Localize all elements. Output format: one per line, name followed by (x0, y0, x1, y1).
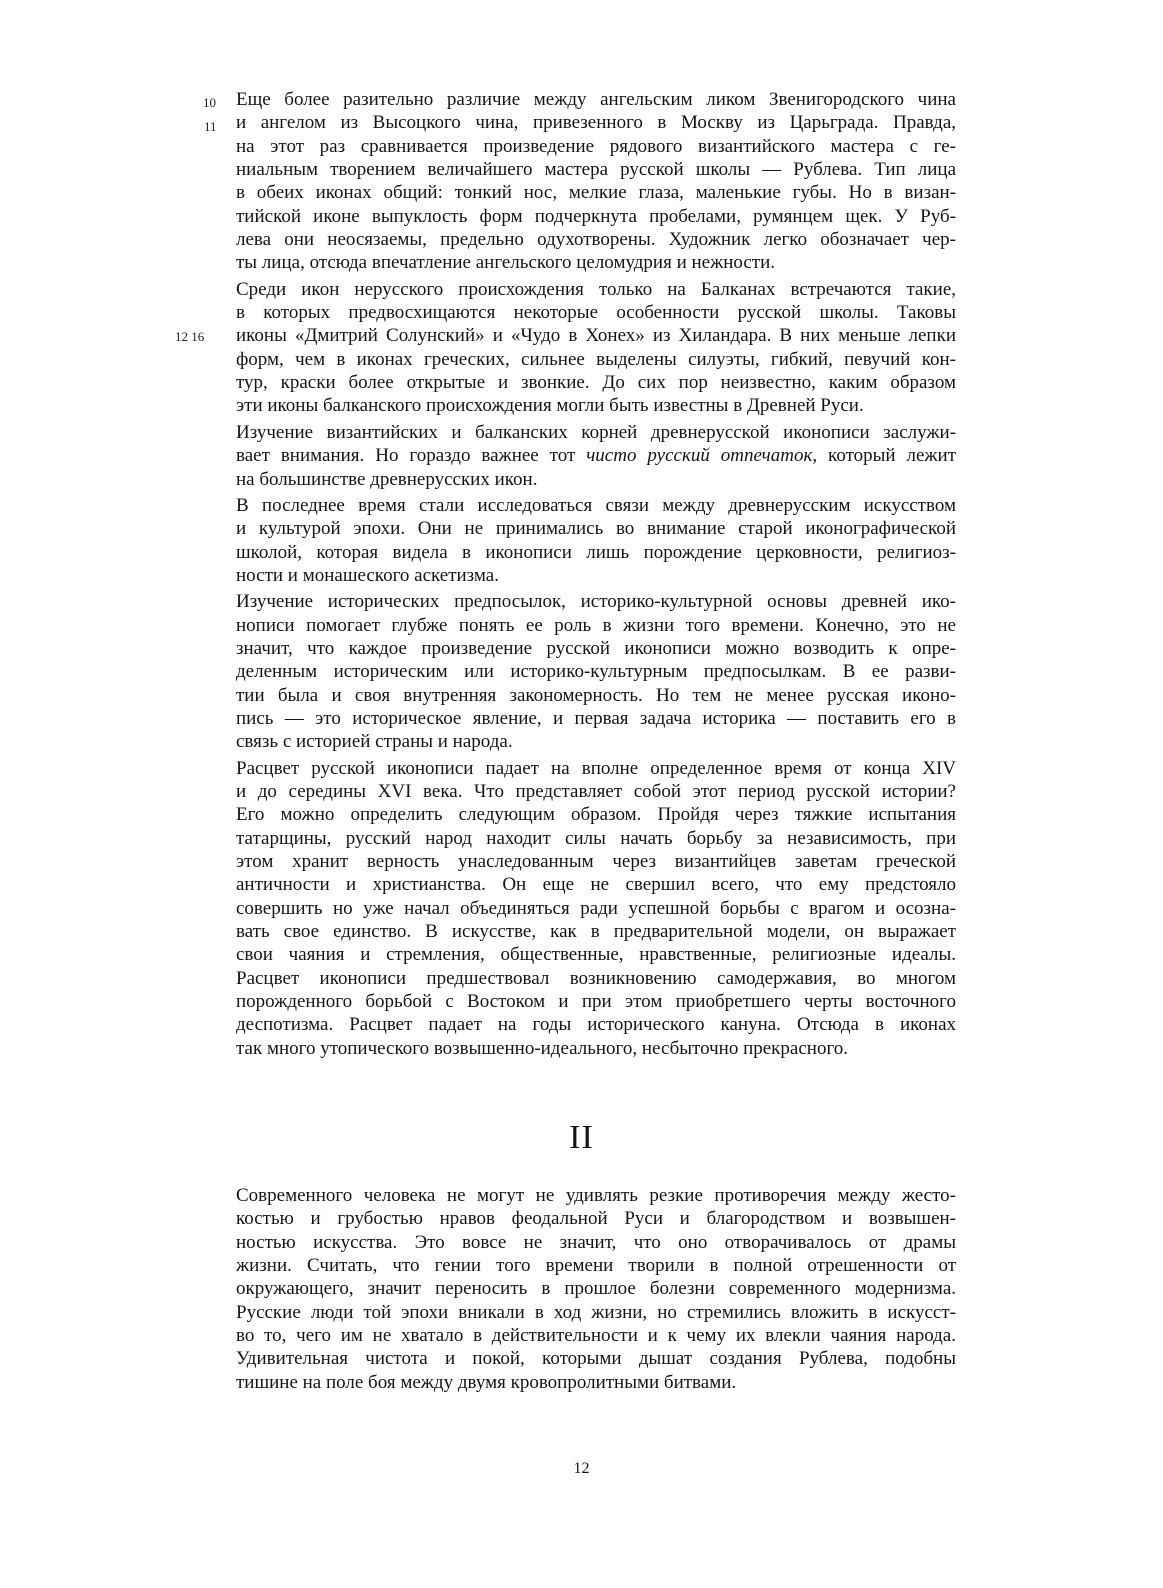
text-line: ты лица, отсюда впечатление ангельского целомудрия и нежности. (236, 252, 776, 274)
text-line: Его можно определить следующим образом. Пройдя через тяжкие испытания (236, 804, 956, 826)
text-line: нописи помогает глубже понять ее роль в жизни того времени. Конечно, это не (236, 614, 956, 636)
text-line: костью и грубостью нравов феодальной Руси и благородством и возвышен- (236, 1208, 956, 1230)
text-line: значит, что каждое произведение русской иконописи можно возводить к опре- (236, 637, 956, 659)
text-line: пись — это историческое явление, и первая задача историка — поставить его в (236, 707, 956, 729)
margin-note-11: 11 (204, 119, 217, 134)
text-line: тишине на поле боя между двумя кровопролитными битвами. (236, 1371, 737, 1393)
main-text-column (236, 88, 956, 1060)
text-line: Расцвет иконописи предшествовал возникновению самодержавия, во многом (236, 967, 956, 989)
paragraph (236, 88, 956, 275)
section-heading: II (569, 1119, 594, 1156)
text-line: тур, краски более открытые и звонкие. До сих пор неизвестно, каким образом (236, 372, 956, 394)
paragraph (236, 590, 956, 753)
paragraph (236, 1184, 956, 1394)
margin-note-12-16: 12 16 (175, 329, 205, 344)
text-line: окружающего, значит переносить в прошлое болезни современного модернизма. (236, 1278, 956, 1300)
text-line: и ангелом из Высоцкого чина, привезенного в Москву из Царьграда. Правда, (236, 112, 956, 134)
text-line: вать свое единство. В искусстве, как в предварительной модели, он выражает (236, 921, 956, 943)
text-line: жизни. Считать, что гении того времени творили в полной отрешенности от (236, 1255, 956, 1277)
text-line: ности и монашеского аскетизма. (236, 564, 499, 586)
text-line: Удивительная чистота и покой, которыми дышат создания Рублева, подобны (236, 1348, 956, 1370)
text-line: античности и христианства. Он еще не свершил всего, что ему предстояло (236, 874, 956, 896)
text-line: этом хранит верность унаследованным через византийцев заветам греческой (236, 851, 956, 872)
text-line-with-italic: вает внимания. Но гораздо важнее тот чисто русский отпечаток, который лежит (236, 445, 957, 467)
page-number: 12 (573, 1460, 590, 1477)
text-line: тии была и своя внутренняя закономерность. Но тем не менее русская иконо- (236, 684, 956, 706)
text-line: ностью искусства. Это вовсе не значит, что оно отворачивалось от драмы (236, 1231, 956, 1253)
text-line: Изучение византийских и балканских корней древнерусской иконописи заслужи- (236, 421, 956, 443)
text-line: школой, которая видела в иконописи лишь порождение церковности, религиоз- (236, 541, 956, 563)
paragraph (236, 494, 956, 587)
text-line: Изучение исторических предпосылок, историко-культурной основы древней ико- (236, 591, 956, 613)
text-line: Русские люди той эпохи вникали в ход жизни, но стремились вложить в искусст- (236, 1301, 956, 1323)
text-line: свои чаяния и стремления, общественные, нравственные, религиозные идеалы. (236, 944, 956, 966)
text-line: и культурой эпохи. Они не принимались во внимание старой иконографической (236, 518, 956, 540)
paragraph (236, 421, 956, 491)
paragraph (236, 278, 956, 418)
text-line: В последнее время стали исследоваться связи между древнерусским искусством (236, 494, 956, 516)
text-line: на большинстве древнерусских икон. (236, 468, 538, 490)
text-line: Расцвет русской иконописи падает на вполне определенное время от конца XIV (236, 757, 956, 779)
text-line: порожденного борьбой с Востоком и при этом приобретшего черты восточного (236, 991, 956, 1013)
text-line: эти иконы балканского происхождения могли быть известны в Древней Руси. (236, 395, 864, 417)
text-line: так много утопического возвышенно-идеального, несбыточно прекрасного. (236, 1037, 849, 1059)
italic-phrase: чисто русский отпечаток (586, 445, 813, 467)
text-line: на этот раз сравнивается произведение рядового византийского мастера с ге- (236, 135, 956, 157)
text-line: в которых предвосхищаются некоторые особенности русской школы. Таковы (236, 302, 956, 324)
text-line: форм, чем в иконах греческих, сильнее выделены силуэты, гибкий, певучий кон- (236, 348, 956, 370)
text-line: в обеих иконах общий: тонкий нос, мелкие глаза, маленькие губы. Но в визан- (236, 182, 956, 204)
margin-note-10: 10 (203, 95, 216, 110)
text-line: связь с историей страны и народа. (236, 731, 513, 753)
text-line: деспотизма. Расцвет падает на годы исторического кануна. Отсюда в иконах (236, 1014, 956, 1036)
section-text-column (236, 1184, 956, 1394)
text-line: лева они неосязаемы, предельно одухотворены. Художник легко обозначает чер- (236, 229, 956, 251)
text-line: Современного человека не могут не удивлять резкие противоречия между жесто- (236, 1185, 956, 1206)
text-line: Еще более разительно различие между ангельским ликом Звенигородского чина (236, 89, 956, 110)
text-line: ниальным творением величайшего мастера русской школы — Рублева. Тип лица (236, 159, 956, 181)
text-line: и до середины XVI века. Что представляет собой этот период русской истории? (236, 780, 956, 802)
text-line: Среди икон нерусского происхождения только на Балканах встречаются такие, (236, 278, 956, 300)
text-line: татарщины, русский народ находит силы начать борьбу за независимость, при (236, 827, 956, 849)
paragraph (236, 757, 956, 1060)
text-line: деленным историческим или историко-культурным предпосылкам. В ее разви- (236, 661, 956, 683)
text-line: иконы «Дмитрий Солунский» и «Чудо в Хонех» из Хиландара. В них меньше лепки (236, 325, 956, 347)
text-line: совершить но уже начал объединяться ради успешной борьбы с врагом и осозна- (236, 897, 956, 919)
text-line: во то, чего им не хватало в действительности и к чему их влекли чаяния народа. (236, 1325, 956, 1347)
text-line: тийской иконе выпуклость форм подчеркнута пробелами, румянцем щек. У Руб- (236, 205, 956, 227)
